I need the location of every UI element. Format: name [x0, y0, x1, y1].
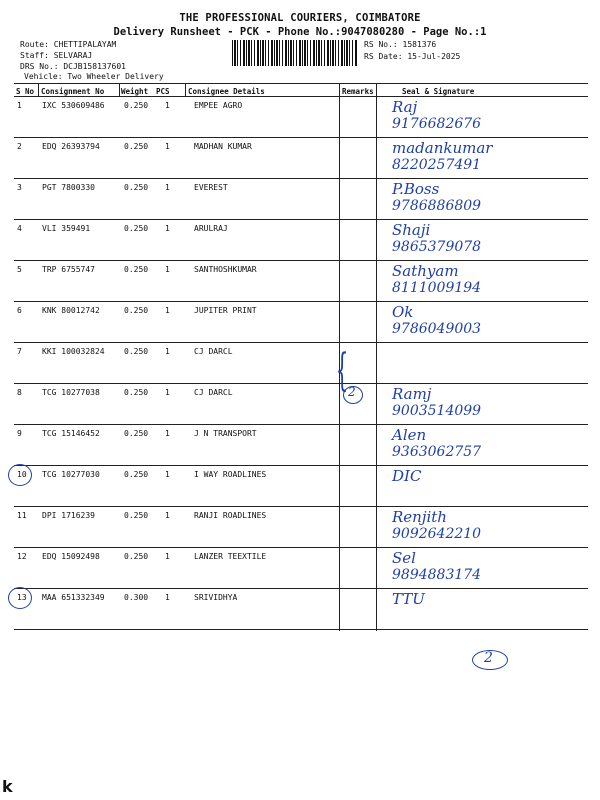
row-pcs: 1: [165, 183, 170, 192]
row-signature-phone: 9786049003: [392, 321, 482, 337]
bottom-note: 2: [484, 650, 493, 666]
row-weight: 0.250: [124, 142, 149, 151]
row-divider: [14, 506, 588, 507]
row-weight: 0.250: [124, 470, 149, 479]
row-pcs: 1: [165, 347, 170, 356]
row-signature: Alen: [392, 426, 427, 444]
row-consignment-no: TCG 15146452: [42, 429, 100, 438]
sno-circle-10: [8, 464, 32, 486]
row-sno: 10: [17, 470, 27, 479]
row-sno: 3: [17, 183, 22, 192]
col-sep: [38, 83, 39, 96]
row-divider: [14, 465, 588, 466]
row-sno: 13: [17, 593, 27, 602]
row-signature: Sel: [392, 549, 416, 567]
row-divider: [14, 137, 588, 138]
row-pcs: 1: [165, 142, 170, 151]
row-pcs: 1: [165, 429, 170, 438]
row-divider: [14, 260, 588, 261]
row-divider: [14, 219, 588, 220]
row-sno: 5: [17, 265, 22, 274]
row-signature-phone: 9786886809: [392, 198, 482, 214]
col-header-pcs: PCS: [156, 87, 170, 96]
row-signature: Shaji: [392, 221, 431, 239]
row-consignee: EMPEE AGRO: [194, 101, 243, 110]
barcode: [232, 40, 357, 66]
row-weight: 0.250: [124, 306, 149, 315]
row-divider: [14, 383, 588, 384]
row-divider: [14, 178, 588, 179]
row-consignment-no: TCG 10277030: [42, 470, 100, 479]
row-consignee: RANJI ROADLINES: [194, 511, 267, 520]
row-signature: P.Boss: [392, 180, 440, 198]
row-sno: 1: [17, 101, 22, 110]
footer-mark: k: [2, 777, 13, 796]
row-signature-phone: 9894883174: [392, 567, 482, 583]
row-pcs: 1: [165, 265, 170, 274]
row-weight: 0.250: [124, 552, 149, 561]
row-sno: 7: [17, 347, 22, 356]
row-sno: 4: [17, 224, 22, 233]
row-signature: madankumar: [392, 139, 493, 157]
row-weight: 0.250: [124, 101, 149, 110]
row-signature-phone: 9092642210: [392, 526, 482, 542]
row-weight: 0.300: [124, 593, 149, 602]
runsheet-subtitle: Delivery Runsheet - PCK - Phone No.:9047080280 - Page No.:1: [113, 26, 487, 38]
row-consignment-no: KKI 100032824: [42, 347, 105, 356]
col-header-remarks: Remarks: [342, 87, 374, 96]
table-header-border: [14, 96, 588, 97]
row-consignee: I WAY ROADLINES: [194, 470, 267, 479]
row-consignee: LANZER TEEXTILE: [194, 552, 267, 561]
row-consignment-no: PGT 7800330: [42, 183, 95, 192]
row-divider: [14, 629, 588, 630]
row-pcs: 1: [165, 306, 170, 315]
row-weight: 0.250: [124, 429, 149, 438]
row-signature-phone: 9003514099: [392, 403, 482, 419]
row-consignment-no: KNK 80012742: [42, 306, 100, 315]
staff-label: Staff: SELVARAJ: [20, 51, 93, 60]
vehicle-label: Vehicle: Two Wheeler Delivery: [24, 72, 164, 81]
sno-circle-13: [8, 587, 32, 609]
row-signature-phone: 8220257491: [392, 157, 482, 173]
row-consignment-no: DPI 1716239: [42, 511, 95, 520]
row-consignment-no: TCG 10277038: [42, 388, 100, 397]
row-signature-phone: 9865379078: [392, 239, 482, 255]
row-consignee: J N TRANSPORT: [194, 429, 257, 438]
row-consignee: CJ DARCL: [194, 388, 233, 397]
row-consignment-no: IXC 530609486: [42, 101, 105, 110]
row-weight: 0.250: [124, 265, 149, 274]
row-divider: [14, 588, 588, 589]
row-signature-phone: 8111009194: [392, 280, 482, 296]
row-pcs: 1: [165, 593, 170, 602]
row-sno: 6: [17, 306, 22, 315]
row-pcs: 1: [165, 101, 170, 110]
row-pcs: 1: [165, 552, 170, 561]
route-label: Route: CHETTIPALAYAM: [20, 40, 117, 49]
row-weight: 0.250: [124, 511, 149, 520]
row-sno: 11: [17, 511, 27, 520]
row-consignee: CJ DARCL: [194, 347, 233, 356]
row-consignee: SANTHOSHKUMAR: [194, 265, 257, 274]
row-consignee: JUPITER PRINT: [194, 306, 257, 315]
drs-label: DRS No.: DCJB158137601: [20, 62, 126, 71]
row-divider: [14, 424, 588, 425]
col-header-signature: Seal & Signature: [402, 87, 475, 96]
row-consignment-no: EDQ 26393794: [42, 142, 100, 151]
row-signature: Raj: [392, 98, 418, 116]
row-signature-phone: 9176682676: [392, 116, 482, 132]
row-pcs: 1: [165, 388, 170, 397]
row-consignee: SRIVIDHYA: [194, 593, 238, 602]
row-divider: [14, 342, 588, 343]
row-consignee: ARULRAJ: [194, 224, 228, 233]
row-consignment-no: MAA 651332349: [42, 593, 105, 602]
row-signature: Ramj: [392, 385, 432, 403]
row-pcs: 1: [165, 224, 170, 233]
brace-note: 2: [348, 385, 356, 399]
row-signature: Renjith: [392, 508, 447, 526]
row-weight: 0.250: [124, 347, 149, 356]
table-top-border: [14, 83, 588, 84]
row-signature-phone: 9363062757: [392, 444, 482, 460]
row-consignment-no: TRP 6755747: [42, 265, 95, 274]
row-signature: DIC: [392, 467, 422, 485]
row-divider: [14, 301, 588, 302]
row-pcs: 1: [165, 470, 170, 479]
row-signature: Sathyam: [392, 262, 459, 280]
row-consignment-no: EDQ 15092498: [42, 552, 100, 561]
row-consignee: EVEREST: [194, 183, 228, 192]
row-signature: TTU: [392, 590, 425, 608]
rs-date: RS Date: 15-Jul-2025: [364, 52, 461, 61]
row-weight: 0.250: [124, 224, 149, 233]
col-header-sno: S No: [16, 87, 35, 96]
col-header-consignee: Consignee Details: [188, 87, 265, 96]
row-divider: [14, 547, 588, 548]
col-sep: [119, 83, 120, 96]
row-weight: 0.250: [124, 388, 149, 397]
row-sno: 2: [17, 142, 22, 151]
row-weight: 0.250: [124, 183, 149, 192]
col-header-consignment: Consignment No: [41, 87, 105, 96]
rs-number: RS No.: 1581376: [364, 40, 437, 49]
row-sno: 9: [17, 429, 22, 438]
col-header-weight: Weight: [121, 87, 149, 96]
row-sno: 8: [17, 388, 22, 397]
row-pcs: 1: [165, 511, 170, 520]
remarks-right-line: [376, 83, 377, 631]
row-signature: Ok: [392, 303, 414, 321]
row-consignee: MADHAN KUMAR: [194, 142, 252, 151]
brace-mark: {: [335, 345, 349, 396]
col-sep: [185, 83, 186, 96]
row-consignment-no: VLI 359491: [42, 224, 91, 233]
company-title: THE PROFESSIONAL COURIERS, COIMBATORE: [179, 12, 421, 24]
row-sno: 12: [17, 552, 27, 561]
